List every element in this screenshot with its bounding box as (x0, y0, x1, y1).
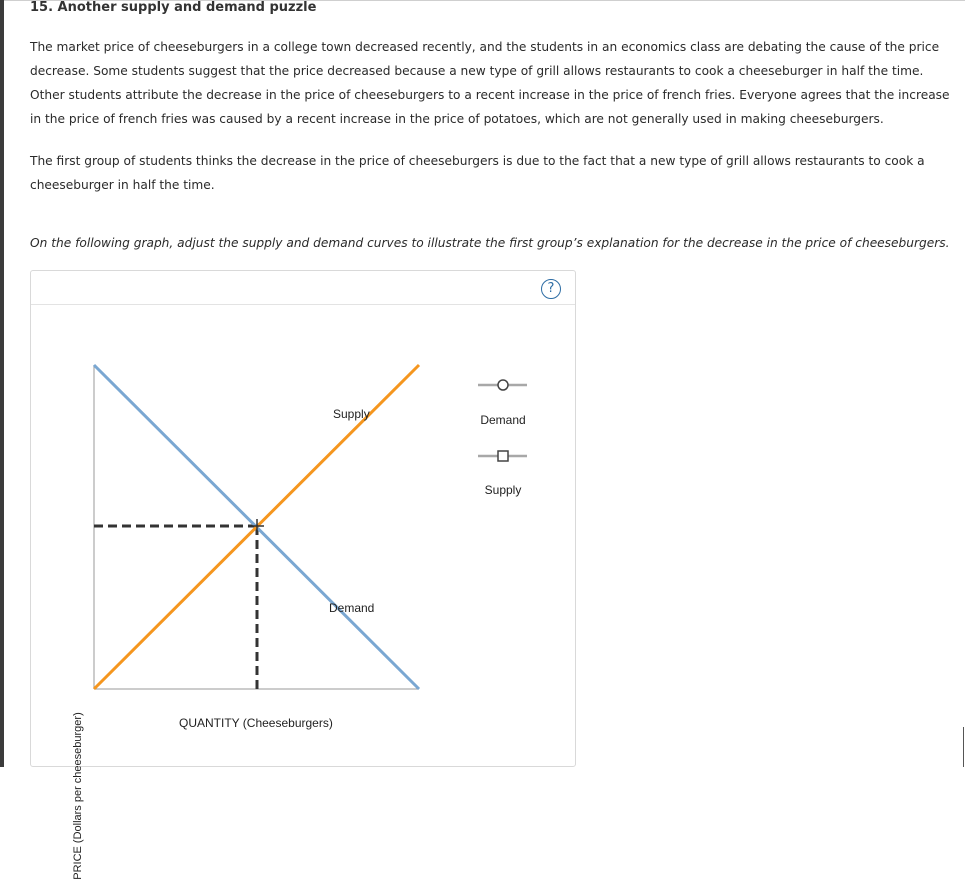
supply-curve-label: Supply (333, 407, 370, 421)
demand-tool[interactable] (478, 380, 527, 427)
demand-tool-label: Demand (480, 413, 526, 427)
supply-tool-label: Supply (484, 483, 522, 497)
question-paragraph-2: The first group of students thinks the decrease in the price of cheeseburgers is due to the fact that a new type of grill allows restaurants to cook a cheeseburger in half the time. (30, 154, 925, 192)
graph-panel (30, 270, 576, 880)
x-axis-label: QUANTITY (Cheeseburgers) (179, 716, 333, 730)
y-axis-label: PRICE (Dollars per cheeseburger) (72, 712, 84, 880)
right-edge-line (963, 727, 964, 767)
graph-instruction: On the following graph, adjust the supply and demand curves to illustrate the first group’s explanation for the decrease in the price of cheeseburgers. (30, 236, 950, 250)
help-icon[interactable]: ? (541, 279, 561, 299)
question-paragraph-1: The market price of cheeseburgers in a college town decreased recently, and the students in an economics class are debating the cause of the price decrease. Some students suggest that the price decreased because a new type of grill allows restaurants to cook a cheeseburger in half the time. Other students attribute the decrease in the price of cheeseburgers to a recent increase in the price of french fries. Everyone agrees that the increase in the price of french fries was caused by a recent increase in the price of potatoes, which are not generally used in making cheeseburgers. (30, 40, 950, 126)
supply-tool[interactable] (478, 451, 527, 497)
square-handle-icon[interactable] (498, 451, 508, 461)
question-title: 15. Another supply and demand puzzle (30, 0, 317, 15)
left-edge-bar (0, 0, 4, 767)
supply-demand-graph[interactable] (31, 271, 575, 766)
circle-handle-icon[interactable] (498, 380, 508, 390)
demand-curve-label: Demand (329, 601, 375, 615)
